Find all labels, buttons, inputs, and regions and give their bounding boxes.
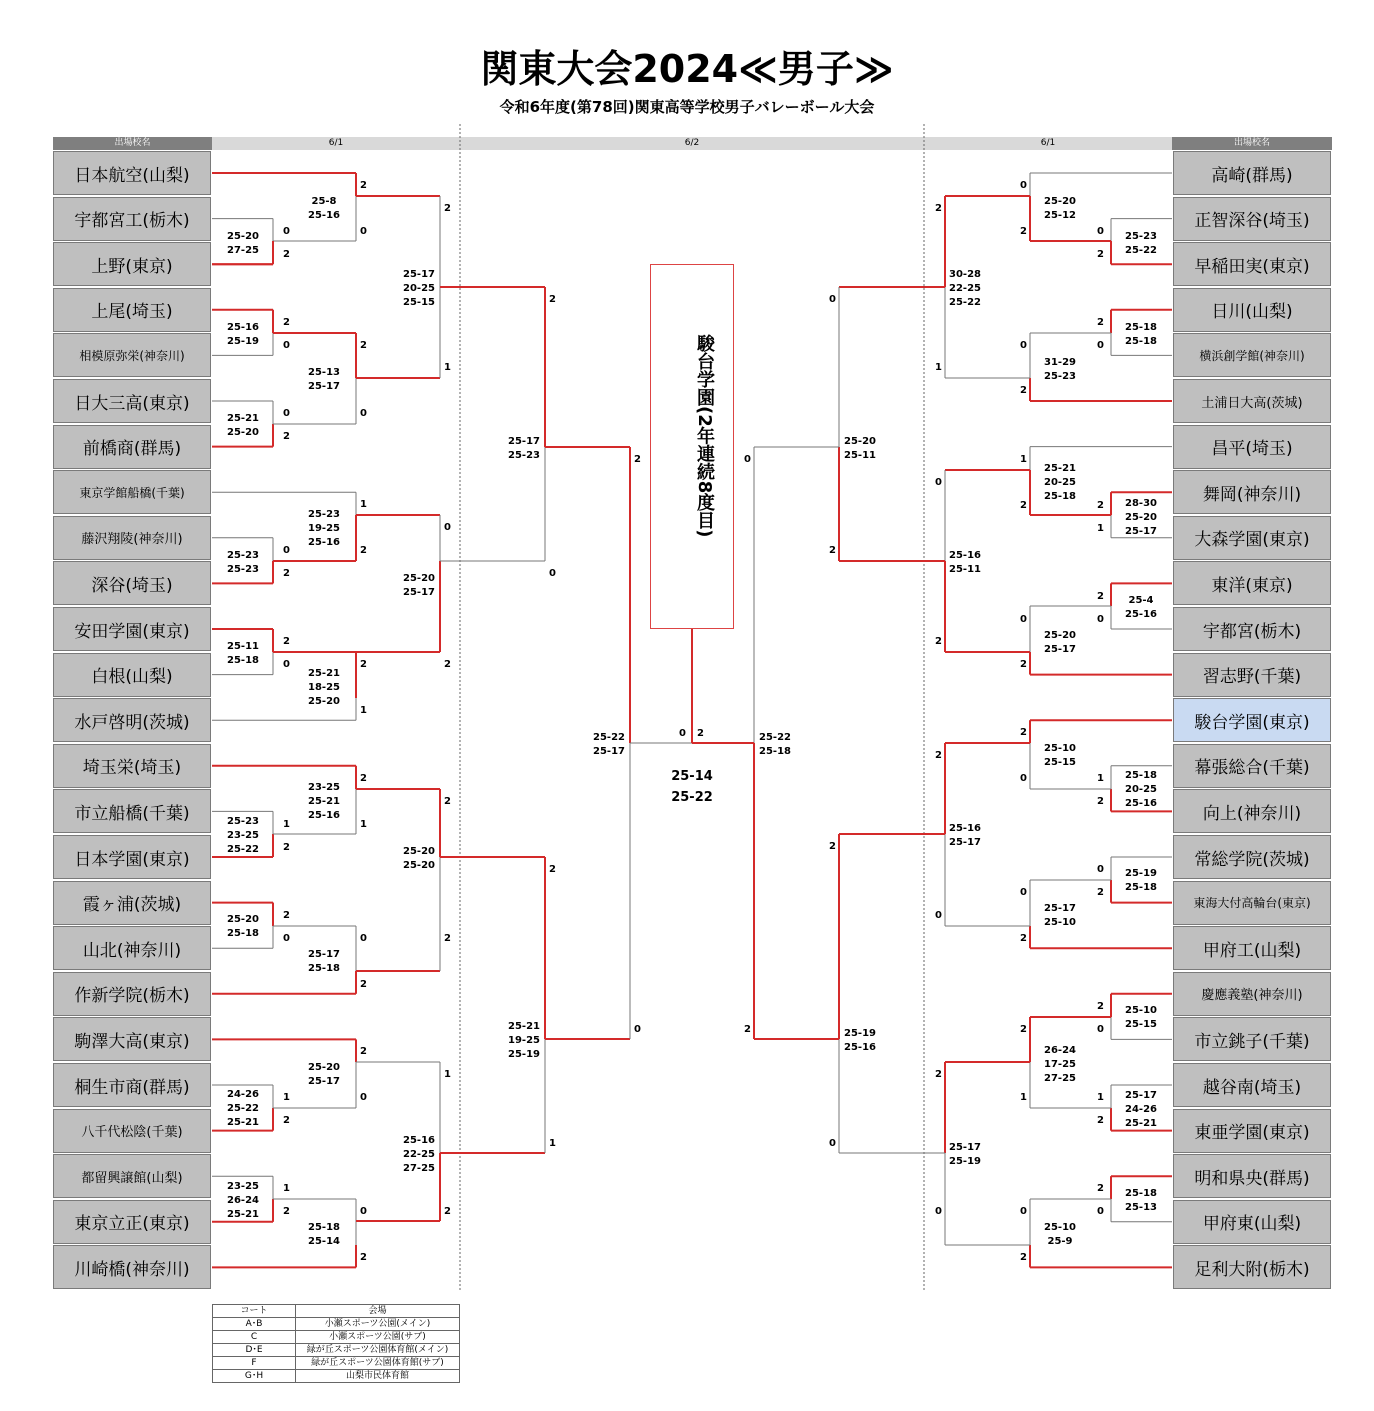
score-label: 2	[444, 659, 451, 670]
left-team: 深谷(埼玉)	[53, 561, 211, 605]
score-label: 1	[283, 1092, 290, 1103]
score-label: 2	[360, 1046, 367, 1057]
left-team: 上尾(埼玉)	[53, 288, 211, 332]
score-label: 25-19	[227, 336, 259, 347]
score-label: 25-17	[593, 746, 625, 757]
right-team: 東亜学園(東京)	[1173, 1109, 1331, 1153]
right-team: 甲府工(山梨)	[1173, 926, 1331, 970]
score-label: 25-20	[227, 914, 259, 925]
right-team: 舞岡(神奈川)	[1173, 470, 1331, 514]
score-label: 25-17	[403, 269, 435, 280]
right-team: 習志野(千葉)	[1173, 653, 1331, 697]
score-label: 25-21	[508, 1021, 540, 1032]
score-label: 1	[1020, 1092, 1027, 1103]
score-label: 25-11	[844, 450, 876, 461]
score-label: 24-26	[1125, 1104, 1157, 1115]
score-label: 25-20	[227, 231, 259, 242]
score-label: 1	[444, 362, 451, 373]
score-label: 25-18	[1125, 770, 1157, 781]
score-label: 2	[444, 203, 451, 214]
score-label: 23-25	[227, 1181, 259, 1192]
score-label: 28-30	[1125, 498, 1157, 509]
score-label: 25-15	[1125, 1019, 1157, 1030]
score-label: 25-16	[1125, 798, 1157, 809]
score-label: 25-16	[308, 537, 340, 548]
score-label: 23-25	[227, 830, 259, 841]
score-label: 0	[679, 728, 686, 739]
score-label: 25-21	[308, 668, 340, 679]
score-label: 25-21	[1044, 463, 1076, 474]
score-label: 25-17	[308, 1076, 340, 1087]
right-team: 正智深谷(埼玉)	[1173, 197, 1331, 241]
legend-header-venue: 会場	[296, 1305, 460, 1318]
score-label: 25-20	[403, 573, 435, 584]
score-label: 0	[283, 933, 290, 944]
score-label: 0	[283, 226, 290, 237]
legend-header-court: コート	[213, 1305, 296, 1318]
right-team: 明和県央(群馬)	[1173, 1154, 1331, 1198]
score-label: 0	[829, 1138, 836, 1149]
score-label: 25-16	[949, 550, 981, 561]
score-label: 0	[283, 340, 290, 351]
right-team: 甲府東(山梨)	[1173, 1200, 1331, 1244]
score-label: 1	[549, 1138, 556, 1149]
left-team: 日本学園(東京)	[53, 835, 211, 879]
score-label: 17-25	[1044, 1059, 1076, 1070]
score-label: 2	[1097, 591, 1104, 602]
right-team: 土浦日大高(茨城)	[1173, 379, 1331, 423]
score-label: 2	[444, 1206, 451, 1217]
score-label: 25-23	[308, 509, 340, 520]
legend-venue: 緑が丘スポーツ公園体育館(サブ)	[296, 1357, 460, 1370]
score-label: 2	[283, 1115, 290, 1126]
score-label: 25-17	[308, 949, 340, 960]
score-label: 25-23	[227, 550, 259, 561]
left-team: 宇都宮工(栃木)	[53, 197, 211, 241]
left-team: 水戸啓明(茨城)	[53, 698, 211, 742]
score-label: 1	[1097, 523, 1104, 534]
left-team: 作新学院(栃木)	[53, 972, 211, 1016]
score-label: 23-25	[308, 782, 340, 793]
left-team: 上野(東京)	[53, 242, 211, 286]
score-label: 0	[1097, 1024, 1104, 1035]
right-team: 大森学園(東京)	[1173, 516, 1331, 560]
score-label: 25-15	[403, 297, 435, 308]
score-label: 25-17	[1125, 526, 1157, 537]
legend-court: C	[213, 1331, 296, 1344]
score-label: 2	[283, 910, 290, 921]
score-label: 31-29	[1044, 357, 1076, 368]
score-label: 25-13	[1125, 1202, 1157, 1213]
legend-venue: 緑が丘スポーツ公園体育館(メイン)	[296, 1344, 460, 1357]
score-label: 2	[283, 431, 290, 442]
score-label: 2	[1097, 500, 1104, 511]
score-label: 25-22	[227, 1103, 259, 1114]
score-label: 2	[935, 203, 942, 214]
score-label: 25-18	[1044, 491, 1076, 502]
score-label: 25-16	[227, 322, 259, 333]
right-team: 足利大附(栃木)	[1173, 1245, 1331, 1289]
score-label: 25-22	[759, 732, 791, 743]
right-team: 慶應義塾(神奈川)	[1173, 972, 1331, 1016]
score-label: 1	[1097, 773, 1104, 784]
score-label: 25-20	[1044, 630, 1076, 641]
left-day-header: 6/1	[212, 137, 460, 150]
right-team: 横浜創学館(神奈川)	[1173, 333, 1331, 377]
champion-label: 駿台学園(2年連続8度目)	[694, 334, 715, 538]
legend-court: F	[213, 1357, 296, 1370]
score-label: 25-20	[403, 846, 435, 857]
right-team: 東洋(東京)	[1173, 561, 1331, 605]
left-team: 都留興譲館(山梨)	[53, 1154, 211, 1198]
score-label: 0	[360, 933, 367, 944]
score-label: 25-21	[1125, 1118, 1157, 1129]
score-label: 25-17	[1044, 644, 1076, 655]
score-label: 2	[634, 454, 641, 465]
score-label: 1	[360, 499, 367, 510]
score-label: 2	[1097, 1115, 1104, 1126]
score-label: 2	[1020, 1024, 1027, 1035]
score-label: 2	[283, 317, 290, 328]
score-label: 2	[829, 841, 836, 852]
score-label: 1	[444, 1069, 451, 1080]
score-label: 2	[360, 340, 367, 351]
score-label: 1	[1097, 1092, 1104, 1103]
score-label: 1	[1020, 454, 1027, 465]
right-day-header: 6/1	[924, 137, 1172, 150]
left-team: 白根(山梨)	[53, 653, 211, 697]
score-label: 25-19	[1125, 868, 1157, 879]
legend-court: G･H	[213, 1370, 296, 1383]
score-label: 25-20	[1125, 512, 1157, 523]
score-label: 2	[549, 864, 556, 875]
score-label: 25-16	[949, 823, 981, 834]
left-team: 山北(神奈川)	[53, 926, 211, 970]
score-label: 20-25	[1044, 477, 1076, 488]
right-team: 越谷南(埼玉)	[1173, 1063, 1331, 1107]
score-label: 25-12	[1044, 210, 1076, 221]
left-team: 日大三高(東京)	[53, 379, 211, 423]
score-label: 25-20	[308, 1062, 340, 1073]
score-label: 25-23	[227, 816, 259, 827]
right-team: 昌平(埼玉)	[1173, 425, 1331, 469]
score-label: 25-4	[1128, 595, 1154, 606]
page-subtitle: 令和6年度(第78回)関東高等学校男子バレーボール大会	[499, 98, 875, 116]
score-label: 0	[1020, 614, 1027, 625]
score-label: 2	[1097, 887, 1104, 898]
score-label: 2	[935, 750, 942, 761]
right-team: 市立銚子(千葉)	[1173, 1017, 1331, 1061]
legend-venue: 小瀬スポーツ公園(サブ)	[296, 1331, 460, 1344]
score-label: 25-18	[1125, 322, 1157, 333]
score-label: 2	[1097, 796, 1104, 807]
score-label: 25-20	[1044, 196, 1076, 207]
left-team: 東京学館船橋(千葉)	[53, 470, 211, 514]
legend-court: D･E	[213, 1344, 296, 1357]
score-label: 25-23	[227, 564, 259, 575]
score-label: 25-21	[227, 413, 259, 424]
score-label: 25-16	[844, 1042, 876, 1053]
score-label: 25-14	[308, 1236, 340, 1247]
score-label: 25-17	[1125, 1090, 1157, 1101]
score-label: 25-17	[508, 436, 540, 447]
score-label: 0	[1097, 226, 1104, 237]
score-label: 25-16	[403, 1135, 435, 1146]
score-label: 2	[1020, 226, 1027, 237]
left-team: 駒澤大高(東京)	[53, 1017, 211, 1061]
score-label: 25-10	[1044, 1222, 1076, 1233]
score-label: 25-17	[949, 1142, 981, 1153]
score-label: 0	[1097, 340, 1104, 351]
left-team: 八千代松陰(千葉)	[53, 1109, 211, 1153]
legend-venue: 小瀬スポーツ公園(メイン)	[296, 1318, 460, 1331]
left-team: 霞ヶ浦(茨城)	[53, 881, 211, 925]
score-label: 25-18	[1125, 336, 1157, 347]
left-schools-header: 出場校名	[53, 137, 212, 150]
score-label: 0	[1020, 887, 1027, 898]
score-label: 2	[360, 659, 367, 670]
score-label: 2	[1020, 659, 1027, 670]
score-label: 0	[1097, 864, 1104, 875]
score-label: 2	[1020, 727, 1027, 738]
final-score-set2: 25-22	[671, 790, 713, 805]
score-label: 1	[935, 362, 942, 373]
score-label: 25-17	[949, 837, 981, 848]
right-team: 日川(山梨)	[1173, 288, 1331, 332]
score-label: 22-25	[949, 283, 981, 294]
score-label: 25-22	[593, 732, 625, 743]
score-label: 26-24	[1044, 1045, 1076, 1056]
score-label: 2	[283, 636, 290, 647]
score-label: 25-10	[1044, 917, 1076, 928]
score-label: 0	[444, 522, 451, 533]
score-label: 2	[360, 1252, 367, 1263]
left-team: 東京立正(東京)	[53, 1200, 211, 1244]
score-label: 0	[283, 408, 290, 419]
score-label: 25-21	[308, 796, 340, 807]
score-label: 1	[283, 819, 290, 830]
score-label: 2	[1097, 1183, 1104, 1194]
score-label: 2	[1097, 317, 1104, 328]
score-label: 25-11	[227, 641, 259, 652]
score-label: 0	[935, 1206, 942, 1217]
score-label: 22-25	[403, 1149, 435, 1160]
score-label: 0	[1020, 340, 1027, 351]
score-label: 2	[744, 1024, 751, 1035]
score-label: 2	[444, 933, 451, 944]
score-label: 0	[1097, 1206, 1104, 1217]
score-label: 2	[360, 773, 367, 784]
score-label: 25-23	[1044, 371, 1076, 382]
score-label: 26-24	[227, 1195, 259, 1206]
score-label: 0	[360, 1092, 367, 1103]
score-label: 25-17	[1044, 903, 1076, 914]
center-day-header: 6/2	[460, 137, 924, 150]
score-label: 19-25	[308, 523, 340, 534]
score-label: 25-20	[227, 427, 259, 438]
left-team: 安田学園(東京)	[53, 607, 211, 651]
right-team: 宇都宮(栃木)	[1173, 607, 1331, 651]
score-label: 0	[360, 408, 367, 419]
score-label: 25-18	[1125, 1188, 1157, 1199]
score-label: 2	[935, 636, 942, 647]
score-label: 2	[697, 728, 704, 739]
right-schools-header: 出場校名	[1172, 137, 1332, 150]
score-label: 25-18	[227, 655, 259, 666]
left-team: 市立船橋(千葉)	[53, 789, 211, 833]
score-label: 25-17	[403, 587, 435, 598]
score-label: 2	[829, 545, 836, 556]
score-label: 19-25	[508, 1035, 540, 1046]
right-team: 向上(神奈川)	[1173, 789, 1331, 833]
score-label: 25-16	[308, 810, 340, 821]
score-label: 20-25	[1125, 784, 1157, 795]
score-label: 25-23	[1125, 231, 1157, 242]
score-label: 0	[1020, 773, 1027, 784]
score-label: 25-20	[844, 436, 876, 447]
right-team: 常総学院(茨城)	[1173, 835, 1331, 879]
score-label: 2	[549, 294, 556, 305]
left-team: 相模原弥栄(神奈川)	[53, 333, 211, 377]
score-label: 25-21	[227, 1209, 259, 1220]
score-label: 0	[744, 454, 751, 465]
right-team: 早稲田実(東京)	[1173, 242, 1331, 286]
score-label: 25-18	[1125, 882, 1157, 893]
score-label: 18-25	[308, 682, 340, 693]
score-label: 27-25	[403, 1163, 435, 1174]
score-label: 25-8	[311, 196, 337, 207]
score-label: 2	[1097, 1001, 1104, 1012]
right-team: 高崎(群馬)	[1173, 151, 1331, 195]
score-label: 0	[283, 659, 290, 670]
right-team: 幕張総合(千葉)	[1173, 744, 1331, 788]
venue-legend	[212, 1304, 460, 1383]
score-label: 25-16	[308, 210, 340, 221]
left-team: 埼玉栄(埼玉)	[53, 744, 211, 788]
score-label: 24-26	[227, 1089, 259, 1100]
score-label: 2	[1097, 249, 1104, 260]
score-label: 0	[634, 1024, 641, 1035]
score-label: 2	[360, 979, 367, 990]
score-label: 27-25	[1044, 1073, 1076, 1084]
score-label: 25-9	[1047, 1236, 1073, 1247]
score-label: 2	[1020, 1252, 1027, 1263]
score-label: 0	[829, 294, 836, 305]
score-label: 25-10	[1044, 743, 1076, 754]
score-label: 27-25	[227, 245, 259, 256]
score-label: 25-19	[844, 1028, 876, 1039]
score-label: 25-15	[1044, 757, 1076, 768]
score-label: 0	[1020, 1206, 1027, 1217]
left-team: 前橋商(群馬)	[53, 425, 211, 469]
score-label: 25-10	[1125, 1005, 1157, 1016]
score-label: 25-18	[759, 746, 791, 757]
left-team: 川崎橋(神奈川)	[53, 1245, 211, 1289]
score-label: 2	[1020, 933, 1027, 944]
score-label: 0	[1097, 614, 1104, 625]
score-label: 0	[1020, 180, 1027, 191]
right-team: 駿台学園(東京)	[1173, 698, 1331, 742]
score-label: 0	[360, 1206, 367, 1217]
score-label: 25-18	[308, 1222, 340, 1233]
score-label: 25-22	[949, 297, 981, 308]
score-label: 0	[549, 568, 556, 579]
left-team: 日本航空(山梨)	[53, 151, 211, 195]
score-label: 1	[360, 819, 367, 830]
score-label: 1	[360, 705, 367, 716]
score-label: 2	[935, 1069, 942, 1080]
score-label: 25-22	[1125, 245, 1157, 256]
score-label: 2	[1020, 385, 1027, 396]
left-team: 桐生市商(群馬)	[53, 1063, 211, 1107]
score-label: 2	[283, 249, 290, 260]
score-label: 2	[360, 180, 367, 191]
score-label: 25-19	[508, 1049, 540, 1060]
score-label: 25-20	[403, 860, 435, 871]
score-label: 25-20	[308, 696, 340, 707]
score-label: 30-28	[949, 269, 981, 280]
score-label: 1	[283, 1183, 290, 1194]
final-score-set1: 25-14	[671, 769, 713, 784]
score-label: 2	[360, 545, 367, 556]
legend-court: A･B	[213, 1318, 296, 1331]
score-label: 2	[444, 796, 451, 807]
score-label: 25-17	[308, 381, 340, 392]
score-label: 2	[283, 568, 290, 579]
score-label: 2	[283, 842, 290, 853]
score-label: 25-16	[1125, 609, 1157, 620]
score-label: 25-13	[308, 367, 340, 378]
score-label: 25-18	[308, 963, 340, 974]
score-label: 0	[360, 226, 367, 237]
left-team: 藤沢翔陵(神奈川)	[53, 516, 211, 560]
page-title: 関東大会2024≪男子≫	[480, 47, 894, 91]
score-label: 2	[283, 1206, 290, 1217]
score-label: 2	[1020, 500, 1027, 511]
score-label: 25-22	[227, 844, 259, 855]
legend-venue: 山梨市民体育館	[296, 1370, 460, 1383]
score-label: 25-19	[949, 1156, 981, 1167]
score-label: 0	[283, 545, 290, 556]
score-label: 0	[935, 910, 942, 921]
score-label: 25-23	[508, 450, 540, 461]
score-label: 20-25	[403, 283, 435, 294]
score-label: 25-18	[227, 928, 259, 939]
score-label: 25-21	[227, 1117, 259, 1128]
score-label: 25-11	[949, 564, 981, 575]
right-team: 東海大付高輪台(東京)	[1173, 881, 1331, 925]
score-label: 0	[935, 477, 942, 488]
